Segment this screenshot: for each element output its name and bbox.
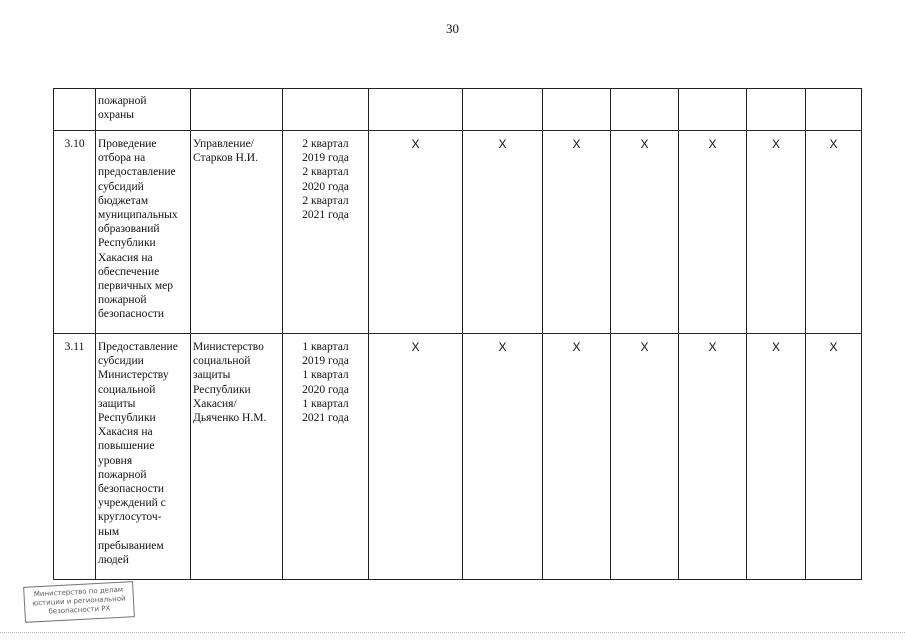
- name-line: пребыванием: [98, 539, 164, 552]
- term-line: 1 квартал: [302, 397, 349, 410]
- mark-cell: [543, 89, 611, 131]
- responsible-line: Министерство: [193, 341, 264, 353]
- term-line: 2019 года: [302, 152, 349, 165]
- mark-cell: X: [806, 334, 862, 580]
- mark-cell: X: [806, 131, 862, 334]
- name-cell: [96, 89, 191, 131]
- term-line: 1 квартал: [302, 369, 349, 382]
- term-line: 2020 года: [302, 180, 349, 193]
- mark-cell: X: [463, 334, 543, 580]
- table-row: [54, 131, 862, 334]
- name-line: охраны: [98, 109, 134, 122]
- num-cell: [54, 89, 96, 131]
- name-line: обеспечение: [98, 265, 160, 278]
- name-line: пожарной: [98, 95, 147, 107]
- mark-cell: X: [369, 131, 463, 334]
- name-line: людей: [98, 554, 129, 567]
- name-line: круглосуточ-: [98, 511, 162, 524]
- responsible-line: Управление/: [193, 138, 254, 150]
- term-line: 2020 года: [302, 383, 349, 396]
- responsible-line: социальной: [193, 355, 251, 368]
- num-cell: 3.11: [54, 334, 96, 580]
- name-line: уровня: [98, 454, 133, 467]
- responsible-line: Республики: [193, 383, 251, 396]
- term-line: 2021 года: [302, 412, 349, 425]
- term-line: 2021 года: [302, 209, 349, 222]
- mark-cell: [806, 89, 862, 131]
- stamp-line: Министерство по делам: [33, 585, 124, 599]
- name-cell: [96, 131, 191, 334]
- name-line: субсидий: [98, 180, 144, 193]
- name-line: отбора на: [98, 152, 146, 165]
- name-line: Республики: [98, 237, 156, 250]
- responsible-cell: [191, 89, 283, 131]
- name-line: бюджетам: [98, 194, 149, 207]
- name-line: безопасности: [98, 308, 165, 321]
- mark-cell: X: [611, 131, 679, 334]
- term-line: 2 квартал: [302, 194, 349, 207]
- mark-cell: X: [543, 334, 611, 580]
- name-line: повышение: [98, 440, 155, 453]
- mark-cell: X: [543, 131, 611, 334]
- name-line: Хакасия на: [98, 251, 153, 264]
- mark-cell: X: [679, 334, 747, 580]
- name-line: муниципальных: [98, 209, 178, 222]
- name-line: пожарной: [98, 294, 147, 307]
- mark-cell: X: [679, 131, 747, 334]
- term-line: 2019 года: [302, 355, 349, 368]
- name-line: первичных мер: [98, 280, 174, 293]
- name-line: образований: [98, 223, 160, 236]
- mark-cell: X: [747, 334, 806, 580]
- term-cell: [283, 131, 369, 334]
- table-row-continuation: [54, 89, 862, 131]
- name-line: Предоставление: [98, 341, 178, 353]
- plan-table: [53, 88, 862, 580]
- name-line: социальной: [98, 383, 156, 396]
- responsible-line: Хакасия/: [193, 397, 237, 410]
- table-row: [54, 334, 862, 580]
- page-number: 30: [446, 21, 459, 36]
- num-cell: 3.10: [54, 131, 96, 334]
- term-cell: [283, 334, 369, 580]
- mark-cell: [369, 89, 463, 131]
- name-line: Министерству: [98, 369, 169, 382]
- term-line: 2 квартал: [302, 138, 349, 150]
- name-line: защиты: [98, 397, 136, 410]
- mark-cell: [611, 89, 679, 131]
- scan-edge-line: [0, 632, 905, 634]
- mark-cell: X: [611, 334, 679, 580]
- name-line: учреждений с: [98, 497, 166, 510]
- name-line: Республики: [98, 412, 156, 425]
- mark-cell: X: [747, 131, 806, 334]
- stamp-line: юстиции и региональной: [32, 594, 126, 608]
- name-line: субсидии: [98, 355, 144, 368]
- term-line: 1 квартал: [302, 341, 349, 353]
- term-line: 2 квартал: [302, 166, 349, 179]
- responsible-cell: [191, 334, 283, 580]
- responsible-cell: [191, 131, 283, 334]
- name-line: пожарной: [98, 468, 147, 481]
- mark-cell: [679, 89, 747, 131]
- name-cell: [96, 334, 191, 580]
- mark-cell: [463, 89, 543, 131]
- stamp-line: безопасности РХ: [48, 604, 111, 616]
- name-line: Хакасия на: [98, 426, 153, 439]
- mark-cell: [747, 89, 806, 131]
- mark-cell: X: [369, 334, 463, 580]
- term-cell: [283, 89, 369, 131]
- responsible-line: Старков Н.И.: [193, 152, 258, 165]
- registration-stamp: [23, 581, 135, 623]
- responsible-line: защиты: [193, 369, 231, 382]
- name-line: ным: [98, 525, 120, 538]
- mark-cell: X: [463, 131, 543, 334]
- name-line: Проведение: [98, 138, 157, 150]
- name-line: предоставление: [98, 166, 176, 179]
- name-line: безопасности: [98, 483, 165, 496]
- responsible-line: Дьяченко Н.М.: [193, 412, 267, 425]
